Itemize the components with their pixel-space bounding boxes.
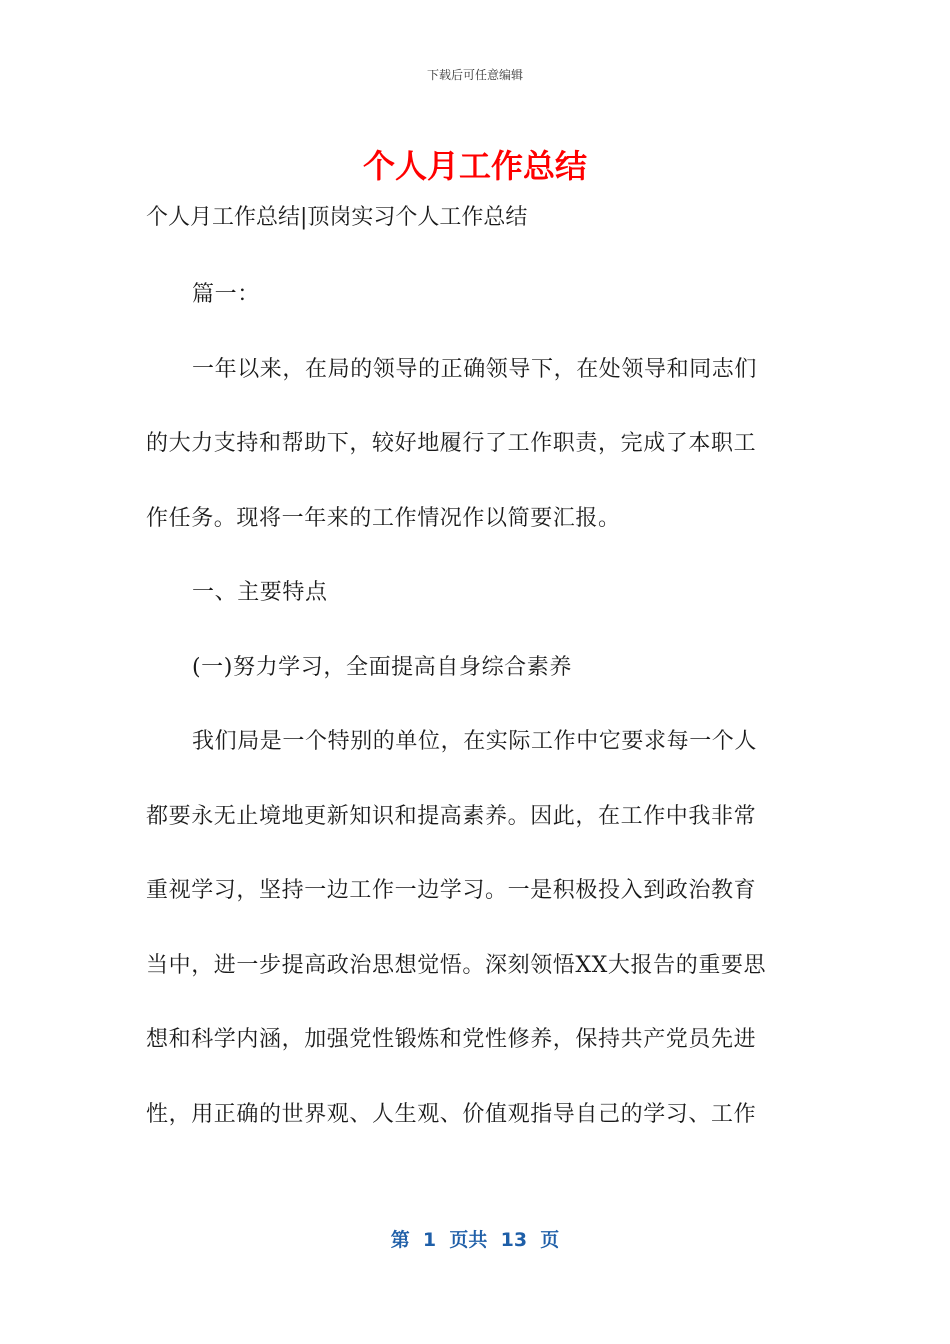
page-number-footer: 第 1 页共 13 页 bbox=[390, 1229, 560, 1251]
document-body bbox=[146, 280, 796, 1174]
paragraph-line: 作任务。现将一年来的工作情况作以简要汇报。 bbox=[146, 505, 621, 531]
paragraph-line: 性，用正确的世界观、人生观、价值观指导自己的学习、工作 bbox=[146, 1101, 757, 1127]
paragraph-line: 当中，进一步提高政治思想觉悟。深刻领悟XX大报告的重要思 bbox=[146, 952, 767, 978]
section-label: 篇一： bbox=[192, 282, 260, 307]
paragraph-line: 都要永无止境地更新知识和提高素养。因此，在工作中我非常 bbox=[146, 803, 757, 829]
paragraph-line: 重视学习，坚持一边工作一边学习。一是积极投入到政治教育 bbox=[146, 878, 757, 903]
subsection-heading: (一)努力学习，全面提高自身综合素养 bbox=[192, 654, 572, 680]
paragraph-line: 的大力支持和帮助下，较好地履行了工作职责，完成了本职工 bbox=[146, 431, 757, 456]
document-subtitle: 个人月工作总结|顶岗实习个人工作总结 bbox=[146, 205, 528, 230]
header-note: 下载后可任意编辑 bbox=[426, 68, 523, 82]
document-title: 个人月工作总结 bbox=[362, 147, 587, 185]
paragraph-line: 一年以来，在局的领导的正确领导下，在处领导和同志们 bbox=[192, 356, 758, 382]
paragraph-line: 想和科学内涵，加强党性锻炼和党性修养，保持共产党员先进 bbox=[146, 1027, 757, 1052]
paragraph-line: 我们局是一个特别的单位，在实际工作中它要求每一个人 bbox=[192, 729, 758, 754]
section-heading: 一、主要特点 bbox=[192, 580, 328, 605]
